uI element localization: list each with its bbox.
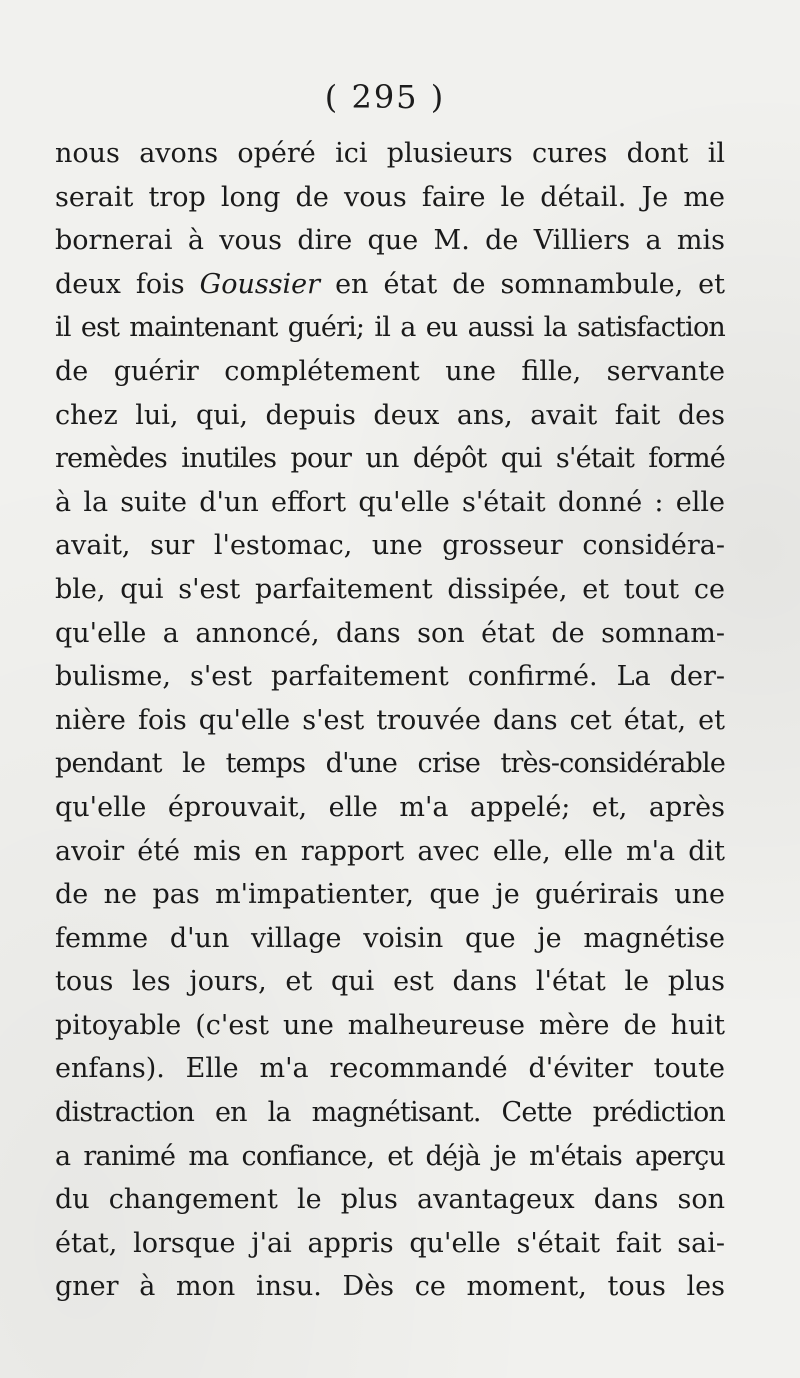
text-line: de ne pas m'impatienter, que je guérirais une (55, 879, 725, 911)
text-line: remèdes inutiles pour un dépôt qui s'était formé (55, 443, 725, 475)
body-text (55, 132, 725, 1309)
text-line: qu'elle a annoncé, dans son état de somnam- (55, 617, 725, 649)
text-line: bulisme, s'est parfaitement confirmé. La der- (55, 661, 725, 693)
text-line: serait trop long de vous faire le détail. Je me (55, 181, 725, 213)
text-line: qu'elle éprouvait, elle m'a appelé; et, après (55, 791, 725, 823)
text-line: à la suite d'un effort qu'elle s'était donné : elle (55, 486, 725, 518)
text-segment: deux fois (55, 268, 200, 300)
text-line: enfans). Elle m'a recommandé d'éviter toute (55, 1053, 725, 1085)
text-line (55, 263, 725, 307)
italic-name: Goussier (199, 268, 321, 300)
text-line: ble, qui s'est parfaitement dissipée, et tout ce (55, 573, 725, 605)
text-line: tous les jours, et qui est dans l'état le plus (55, 966, 725, 998)
text-line: de guérir complétement une fille, servante (55, 355, 725, 387)
text-line: bornerai à vous dire que M. de Villiers a mis (55, 225, 725, 257)
text-line: avoir été mis en rapport avec elle, elle m'a dit (55, 835, 725, 867)
text-line: du changement le plus avantageux dans son (55, 1184, 725, 1216)
text-line: pitoyable (c'est une malheureuse mère de huit (55, 1009, 725, 1041)
text-line: il est maintenant guéri; il a eu aussi la satisfaction (55, 312, 725, 344)
text-line: gner à mon insu. Dès ce moment, tous les (55, 1271, 725, 1303)
text-line: état, lorsque j'ai appris qu'elle s'était fait sai- (55, 1227, 725, 1259)
page-number: ( 295 ) (324, 78, 446, 116)
text-line: pendant le temps d'une crise très-considérable (55, 748, 725, 780)
text-line: distraction en la magnétisant. Cette prédiction (55, 1097, 725, 1129)
text-line: nière fois qu'elle s'est trouvée dans cet état, et (55, 704, 725, 736)
text-line: avait, sur l'estomac, une grosseur considéra- (55, 530, 725, 562)
text-line: femme d'un village voisin que je magnétise (55, 922, 725, 954)
text-line: a ranimé ma confiance, et déjà je m'étais aperçu (55, 1140, 725, 1172)
text-line: chez lui, qui, depuis deux ans, avait fait des (55, 399, 725, 431)
text-segment: en état de somnambule, et (320, 268, 725, 300)
text-line: nous avons opéré ici plusieurs cures dont il (55, 138, 725, 169)
